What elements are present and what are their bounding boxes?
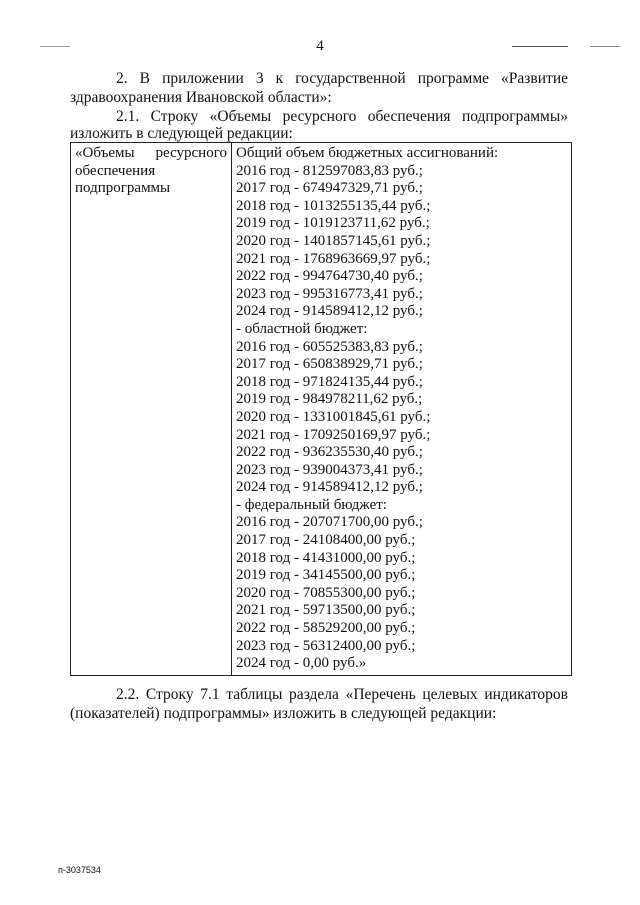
paragraph-2-2-cont <box>70 705 568 724</box>
resources-table-row <box>71 143 572 676</box>
paragraph-2-1-line1: 2.1. Строку «Объемы ресурсного обеспечения подпрограммы» <box>116 108 568 125</box>
paragraph-2-2 <box>70 686 568 705</box>
label-word-1: «Объемы <box>75 145 135 161</box>
label-line-2: обеспечения <box>75 162 156 179</box>
value-line: - федеральный бюджет: <box>236 496 387 513</box>
label-line-3: подпрограммы <box>75 180 171 197</box>
resources-label-cell <box>71 143 232 676</box>
value-line: 2021 год - 1709250169,97 руб.; <box>236 426 431 443</box>
resources-table <box>70 142 572 676</box>
value-line: 2017 год - 24108400,00 руб.; <box>236 532 416 549</box>
paragraph-2-1 <box>70 108 568 127</box>
label-word-2: ресурсного <box>155 145 227 161</box>
value-line: 2016 год - 605525383,83 руб.; <box>236 338 423 355</box>
value-line: 2019 год - 984978211,62 руб.; <box>236 391 423 408</box>
value-line: 2018 год - 971824135,44 руб.; <box>236 373 423 390</box>
value-line: 2018 год - 41431000,00 руб.; <box>236 549 416 566</box>
paragraph-2-line2: здравоохранения Ивановской области»: <box>70 89 332 106</box>
value-line: - областной бюджет: <box>236 320 368 337</box>
value-line: 2019 год - 1019123711,62 руб.; <box>236 215 430 232</box>
value-line: 2020 год - 1401857145,61 руб.; <box>236 232 431 249</box>
page-number: 4 <box>316 38 324 54</box>
scan-mark-left <box>40 46 70 47</box>
footer-code: п-3037534 <box>58 865 101 875</box>
value-line: 2022 год - 936235530,40 руб.; <box>236 444 423 461</box>
label-line-1 <box>75 145 227 163</box>
resources-value-cell <box>232 143 572 676</box>
value-line: 2024 год - 0,00 руб.» <box>236 655 367 672</box>
value-line: 2016 год - 812597083,83 руб.; <box>236 162 423 179</box>
value-line: 2024 год - 914589412,12 руб.; <box>236 479 423 496</box>
value-line: 2019 год - 34145500,00 руб.; <box>236 567 416 584</box>
value-line: 2016 год - 207071700,00 руб.; <box>236 514 423 531</box>
value-line: 2020 год - 1331001845,61 руб.; <box>236 408 431 425</box>
paragraph-2-2-line1: 2.2. Строку 7.1 таблицы раздела «Перечень целевых индикаторов <box>116 686 568 703</box>
paragraph-2 <box>70 70 568 89</box>
value-line: 2023 год - 995316773,41 руб.; <box>236 285 423 302</box>
value-line: 2021 год - 59713500,00 руб.; <box>236 602 416 619</box>
scan-mark-right <box>512 46 568 47</box>
value-line: 2017 год - 650838929,71 руб.; <box>236 356 423 373</box>
paragraph-2-1-cont <box>70 125 568 144</box>
paragraph-2-cont <box>70 89 568 108</box>
value-line: 2018 год - 1013255135,44 руб.; <box>236 197 431 214</box>
value-line: 2023 год - 939004373,41 руб.; <box>236 461 423 478</box>
paragraph-2-line1: 2. В приложении 3 к государственной программе «Развитие <box>116 70 568 87</box>
paragraph-2-1-line2: изложить в следующей редакции: <box>70 125 293 142</box>
value-line: 2023 год - 56312400,00 руб.; <box>236 637 416 654</box>
value-line: 2021 год - 1768963669,97 руб.; <box>236 250 431 267</box>
value-line: 2022 год - 58529200,00 руб.; <box>236 620 416 637</box>
value-line: Общий объем бюджетных ассигнований: <box>236 145 499 161</box>
scan-mark-far-right <box>590 46 620 47</box>
value-line: 2024 год - 914589412,12 руб.; <box>236 303 423 320</box>
value-line: 2022 год - 994764730,40 руб.; <box>236 268 423 285</box>
value-line: 2017 год - 674947329,71 руб.; <box>236 180 423 197</box>
value-line: 2020 год - 70855300,00 руб.; <box>236 584 416 601</box>
paragraph-2-2-line2: (показателей) подпрограммы» изложить в следующей редакции: <box>70 705 497 722</box>
